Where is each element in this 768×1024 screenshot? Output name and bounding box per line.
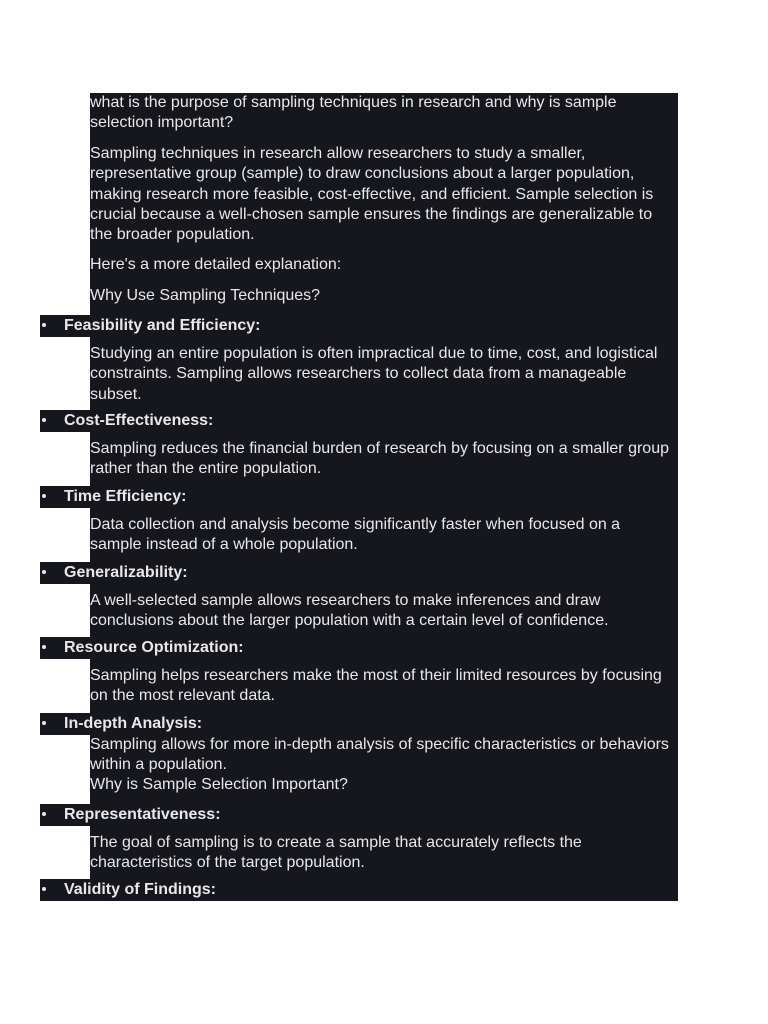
list-item-text: The goal of sampling is to create a sample that accurately reflects the characteristics of the target population. — [90, 834, 582, 872]
bullet-icon — [42, 494, 46, 498]
list-item-label: In-depth Analysis: — [64, 715, 203, 732]
list-item-label: Representativeness: — [64, 806, 221, 823]
why-important-heading: Why is Sample Selection Important? — [90, 776, 348, 793]
list-item-validity — [40, 879, 678, 901]
question-text: what is the purpose of sampling techniques in research and why is sample selection important? — [90, 94, 617, 132]
why-use-heading: Why Use Sampling Techniques? — [90, 287, 321, 304]
list-item-resource — [40, 637, 678, 659]
list-item-label: Resource Optimization: — [64, 639, 244, 656]
bullet-icon — [42, 721, 46, 725]
list-item-text: Data collection and analysis become significantly faster when focused on a sample instead of a whole population. — [90, 516, 621, 554]
bullet-icon — [42, 323, 46, 327]
list-item-label: Validity of Findings: — [64, 881, 216, 898]
intro-paragraph: Sampling techniques in research allow researchers to study a smaller, representative group (sample) to draw conclusions about a larger population, making research more feasible, cost-effective, and efficient. Sample selection is crucial because a well-chosen sample ensures the findings are generalizable to the broader population. — [90, 145, 654, 244]
list-item-text: Sampling reduces the financial burden of research by focusing on a smaller group rather than the entire population. — [90, 440, 669, 478]
list-item-time — [40, 486, 678, 508]
list-item-label: Cost-Effectiveness: — [64, 412, 214, 429]
bullet-icon — [42, 645, 46, 649]
bullet-icon — [42, 418, 46, 422]
list-item-text: Studying an entire population is often impractical due to time, cost, and logistical constraints. Sampling allows researchers to collect data from a manageable subset. — [90, 345, 658, 403]
list-item-feasibility — [40, 315, 678, 337]
list-item-text: Sampling helps researchers make the most of their limited resources by focusing on the most relevant data. — [90, 667, 662, 705]
list-item-label: Generalizability: — [64, 564, 188, 581]
list-item-label: Time Efficiency: — [64, 488, 187, 505]
list-item-representativeness — [40, 804, 678, 826]
list-item-text: A well-selected sample allows researchers to make inferences and draw conclusions about the larger population with a certain level of confidence. — [90, 592, 609, 630]
bullet-icon — [42, 887, 46, 891]
bullet-icon — [42, 570, 46, 574]
lead-text: Here's a more detailed explanation: — [90, 256, 342, 273]
list-item-cost — [40, 410, 678, 432]
list-item-label: Feasibility and Efficiency: — [64, 317, 261, 334]
list-item-text: Sampling allows for more in-depth analysis of specific characteristics or behaviors within a population. — [90, 736, 669, 774]
list-item-in-depth — [40, 713, 678, 735]
list-item-generalizability — [40, 562, 678, 584]
bullet-icon — [42, 812, 46, 816]
